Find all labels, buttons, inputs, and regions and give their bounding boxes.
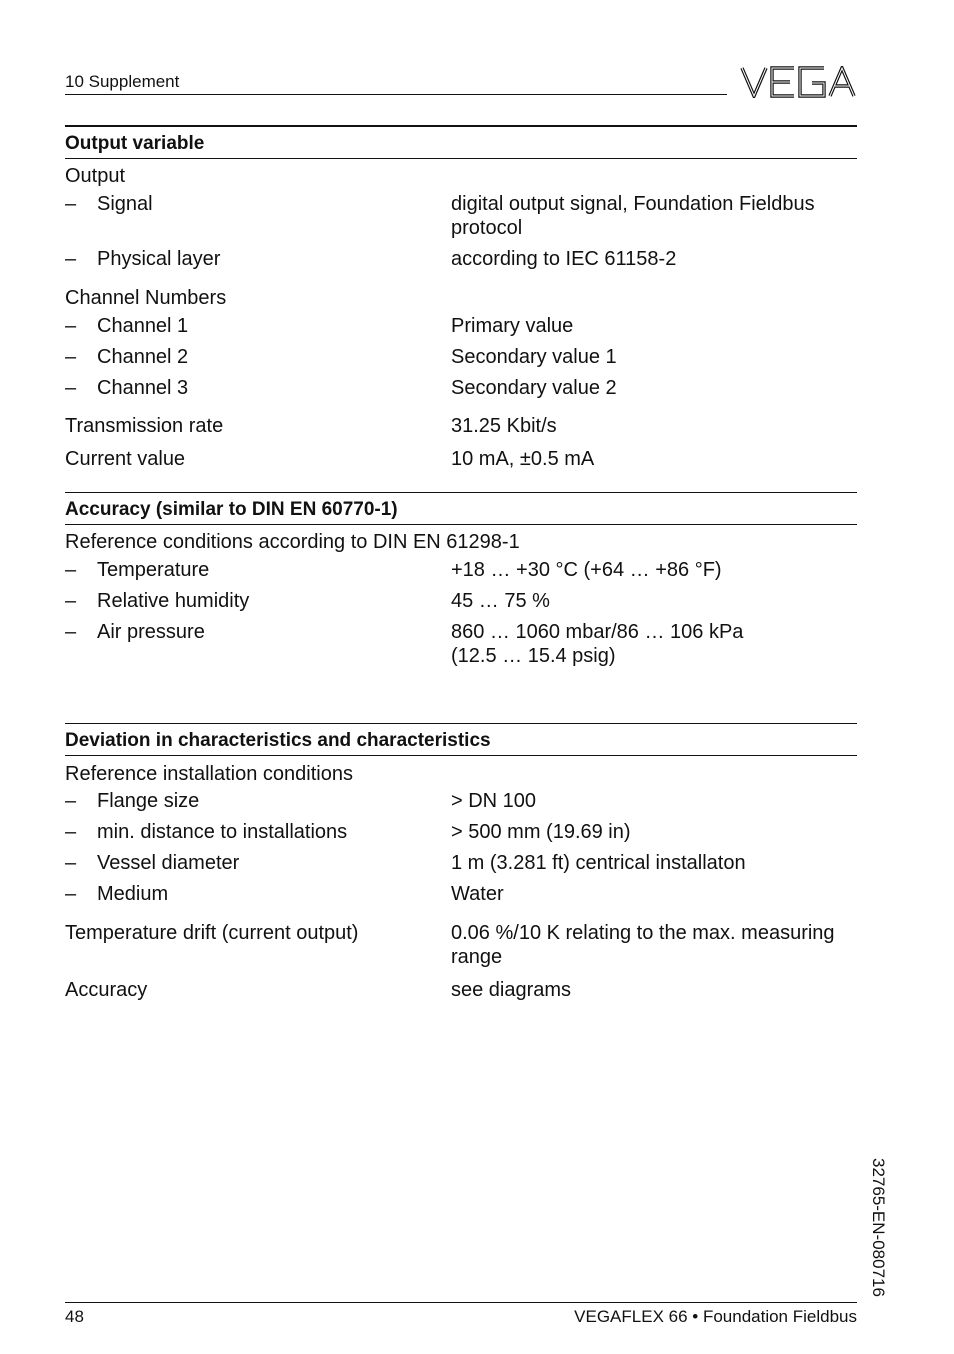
medium-value: Water — [451, 883, 504, 905]
medium-label: Medium — [97, 883, 169, 905]
list-dash: – — [65, 315, 77, 337]
temp-drift-value-cont: range — [451, 946, 503, 968]
section-bottom-rule — [65, 755, 857, 756]
section-title-deviation: Deviation in characteristics and characteristics — [65, 730, 491, 751]
list-dash: – — [65, 193, 77, 215]
signal-value: digital output signal, Foundation Fieldbus — [451, 193, 815, 215]
flange-size-value: > DN 100 — [451, 790, 537, 812]
physical-layer-value: according to IEC 61158-2 — [451, 248, 677, 270]
document-id: 32765-EN-080716 — [869, 1158, 888, 1297]
section-top-rule — [65, 492, 857, 493]
section-bottom-rule — [65, 524, 857, 525]
air-pressure-label: Air pressure — [97, 621, 205, 643]
section-top-rule — [65, 125, 857, 127]
header-rule — [65, 94, 727, 95]
flange-size-label: Flange size — [97, 790, 200, 812]
list-dash: – — [65, 883, 77, 905]
vessel-diameter-value: 1 m (3.281 ft) centrical installaton — [451, 852, 746, 874]
list-dash: – — [65, 346, 77, 368]
channel-2-value: Secondary value 1 — [451, 346, 617, 368]
air-pressure-value: 860 … 1060 mbar/86 … 106 kPa — [451, 621, 744, 643]
list-dash: – — [65, 852, 77, 874]
channel-3-label: Channel 3 — [97, 377, 189, 399]
channel-1-label: Channel 1 — [97, 315, 189, 337]
min-distance-label: min. distance to installations — [97, 821, 348, 843]
current-value-label: Current value — [65, 448, 186, 470]
min-distance-value: > 500 mm (19.69 in) — [451, 821, 631, 843]
list-dash: – — [65, 559, 77, 581]
transmission-rate-label: Transmission rate — [65, 415, 224, 437]
list-dash: – — [65, 621, 77, 643]
page-number: 48 — [65, 1307, 84, 1326]
channel-1-value: Primary value — [451, 315, 574, 337]
temperature-value: +18 … +30 °C (+64 … +86 °F) — [451, 559, 722, 581]
signal-label: Signal — [97, 193, 153, 215]
transmission-rate-value: 31.25 Kbit/s — [451, 415, 557, 437]
channel-numbers-label: Channel Numbers — [65, 287, 227, 309]
current-value-value: 10 mA, ±0.5 mA — [451, 448, 595, 470]
humidity-label: Relative humidity — [97, 590, 250, 612]
humidity-value: 45 … 75 % — [451, 590, 550, 612]
list-dash: – — [65, 790, 77, 812]
section-top-rule — [65, 723, 857, 724]
channel-3-value: Secondary value 2 — [451, 377, 617, 399]
output-label: Output — [65, 165, 126, 187]
physical-layer-label: Physical layer — [97, 248, 221, 270]
accuracy-label: Accuracy — [65, 979, 148, 1001]
running-header: 10 Supplement — [65, 72, 180, 91]
temp-drift-label: Temperature drift (current output) — [65, 922, 359, 944]
air-pressure-value-cont: (12.5 … 15.4 psig) — [451, 645, 616, 667]
list-dash: – — [65, 590, 77, 612]
temp-drift-value: 0.06 %/10 K relating to the max. measuring — [451, 922, 835, 944]
list-dash: – — [65, 248, 77, 270]
channel-2-label: Channel 2 — [97, 346, 189, 368]
list-dash: – — [65, 377, 77, 399]
section-bottom-rule — [65, 158, 857, 159]
reference-conditions: Reference conditions according to DIN EN 61298-1 — [65, 531, 520, 553]
footer-title: VEGAFLEX 66 • Foundation Fieldbus — [574, 1307, 857, 1326]
reference-installation-conditions: Reference installation conditions — [65, 763, 353, 785]
vega-logo — [740, 66, 857, 98]
signal-value-cont: protocol — [451, 217, 523, 239]
section-title-output-variable: Output variable — [65, 133, 205, 154]
section-title-accuracy: Accuracy (similar to DIN EN 60770-1) — [65, 499, 398, 520]
vessel-diameter-label: Vessel diameter — [97, 852, 240, 874]
footer-rule — [65, 1302, 857, 1303]
list-dash: – — [65, 821, 77, 843]
temperature-label: Temperature — [97, 559, 210, 581]
accuracy-value: see diagrams — [451, 979, 572, 1001]
